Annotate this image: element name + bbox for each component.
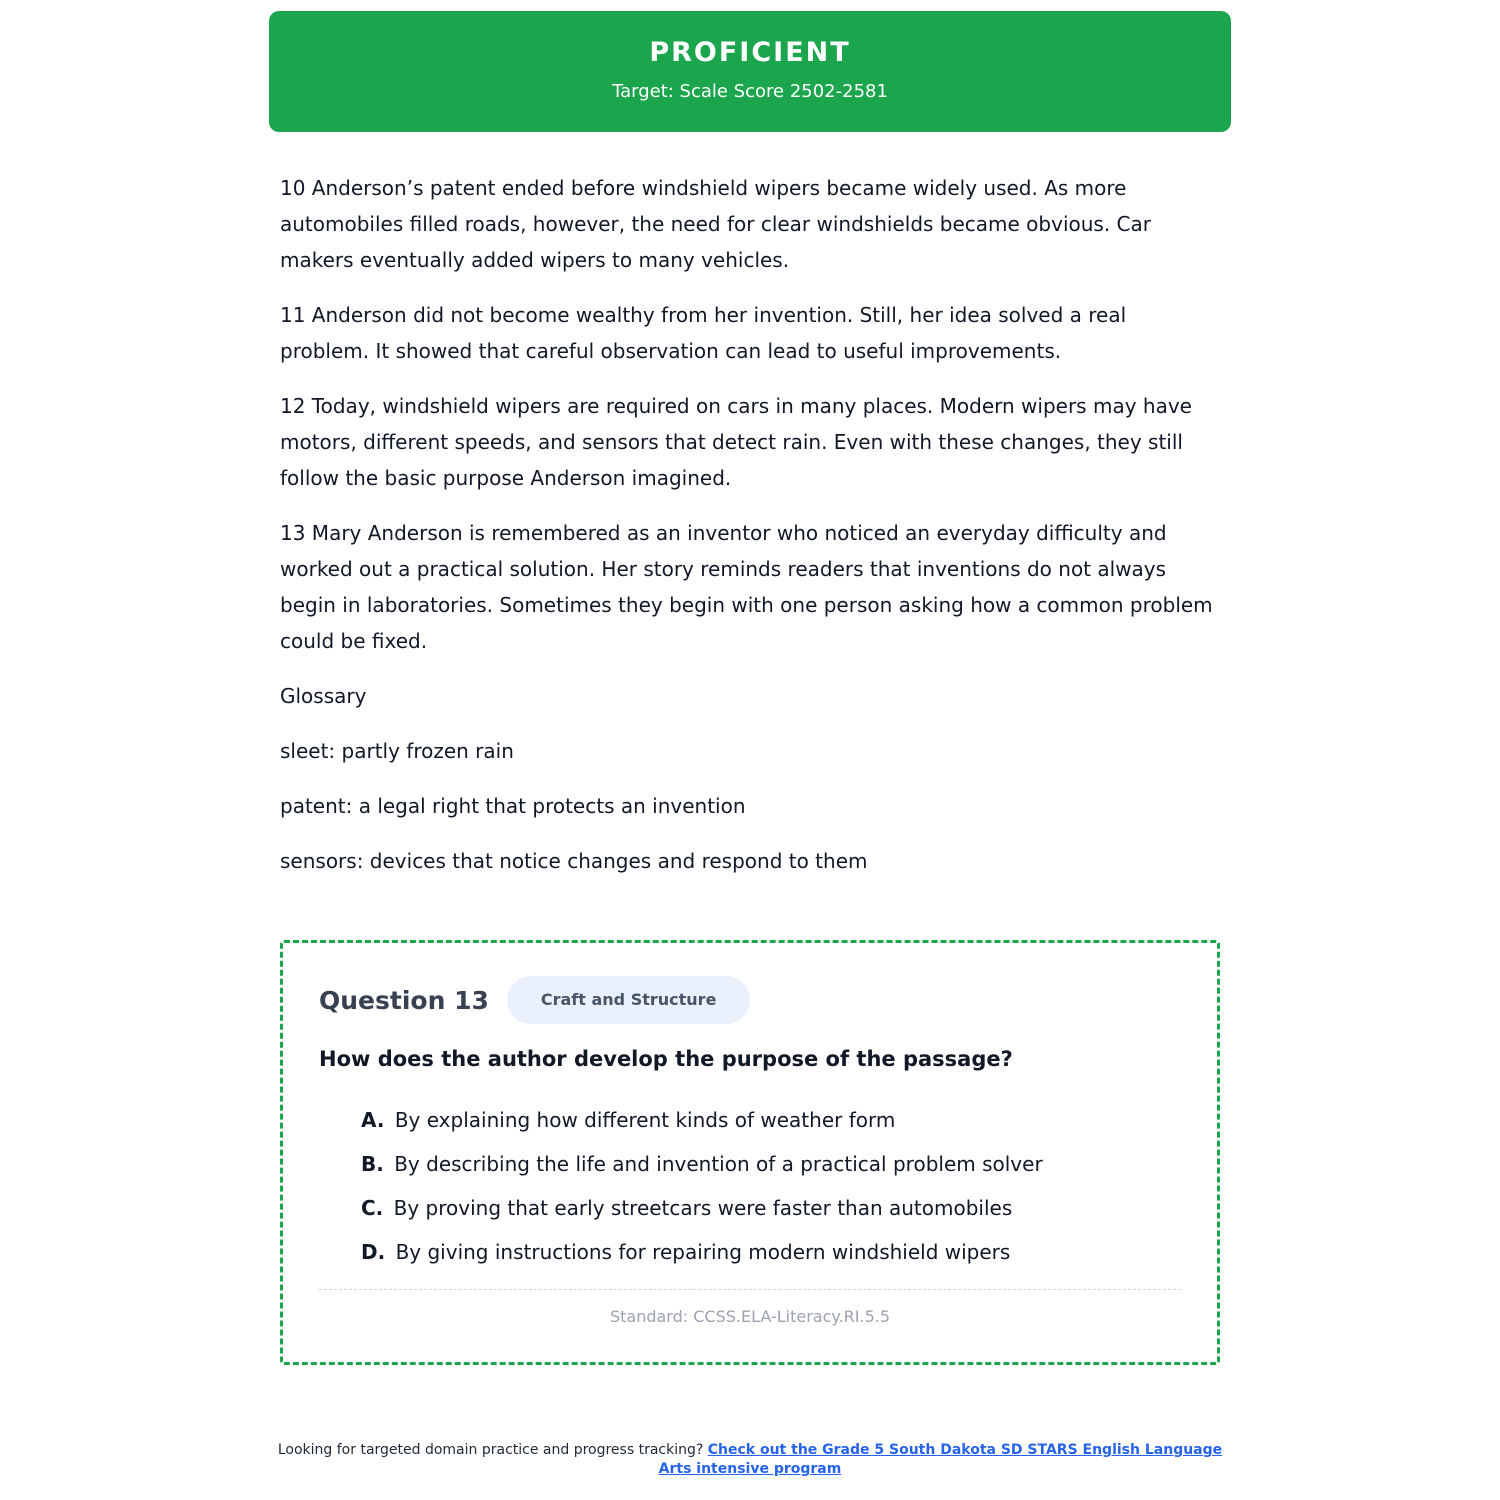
banner-target: Target: Scale Score 2502-2581 (612, 81, 888, 102)
answer-choice-d[interactable] (361, 1230, 1043, 1274)
question-header (319, 976, 750, 1024)
choice-text: By explaining how different kinds of weather form (394, 1108, 896, 1132)
choice-letter: C. (361, 1196, 384, 1220)
passage-paragraph: 12 Today, windshield wipers are required on cars in many places. Modern wipers may have motors, different speeds, and sensors that detect rain. Even with these changes, they still follow the basic purpose Anderson imagined. (280, 394, 1192, 490)
footer (260, 1441, 1240, 1479)
choice-text: By giving instructions for repairing modern windshield wipers (395, 1240, 1011, 1264)
divider (319, 1289, 1181, 1290)
answer-choice-a[interactable] (361, 1098, 1043, 1142)
passage-paragraph: 10 Anderson’s patent ended before windshield wipers became widely used. As more automobiles filled roads, however, the need for clear windshields became obvious. Car makers eventually added wipers to many vehicles. (280, 176, 1151, 272)
page-container (269, 11, 1231, 132)
standard-label: Standard: CCSS.ELA-Literacy.RI.5.5 (609, 1307, 891, 1326)
choice-letter: B. (361, 1152, 384, 1176)
choice-letter: A. (361, 1108, 385, 1132)
question-prompt: How does the author develop the purpose of the passage? (319, 1047, 1013, 1071)
program-link[interactable]: Check out the Grade 5 South Dakota SD STARS English Language Arts intensive program (658, 1442, 1223, 1477)
question-category-badge: Craft and Structure (507, 976, 751, 1024)
question-card (280, 940, 1220, 1365)
choice-letter: D. (361, 1240, 386, 1264)
answer-choice-c[interactable] (361, 1186, 1043, 1230)
passage (280, 170, 1220, 898)
glossary-item: sensors: devices that notice changes and respond to them (280, 849, 868, 873)
glossary-item: sleet: partly frozen rain (280, 739, 514, 763)
answer-choices (361, 1098, 1043, 1274)
proficiency-banner (269, 11, 1231, 132)
passage-paragraph: 11 Anderson did not become wealthy from her invention. Still, her idea solved a real problem. It showed that careful observation can lead to useful improvements. (280, 303, 1127, 363)
choice-text: By describing the life and invention of a practical problem solver (394, 1152, 1043, 1176)
footer-text: Looking for targeted domain practice and progress tracking? (277, 1442, 704, 1458)
question-title: Question 13 (319, 985, 489, 1015)
answer-choice-b[interactable] (361, 1142, 1043, 1186)
choice-text: By proving that early streetcars were faster than automobiles (393, 1196, 1013, 1220)
glossary-heading: Glossary (280, 684, 367, 708)
passage-paragraph: 13 Mary Anderson is remembered as an inventor who noticed an everyday difficulty and worked out a practical solution. Her story reminds readers that inventions do not always begin in laboratories. Sometimes they begin with one person asking how a common problem could be fixed. (280, 521, 1213, 653)
glossary-item: patent: a legal right that protects an invention (280, 794, 746, 818)
banner-level: PROFICIENT (649, 37, 851, 68)
